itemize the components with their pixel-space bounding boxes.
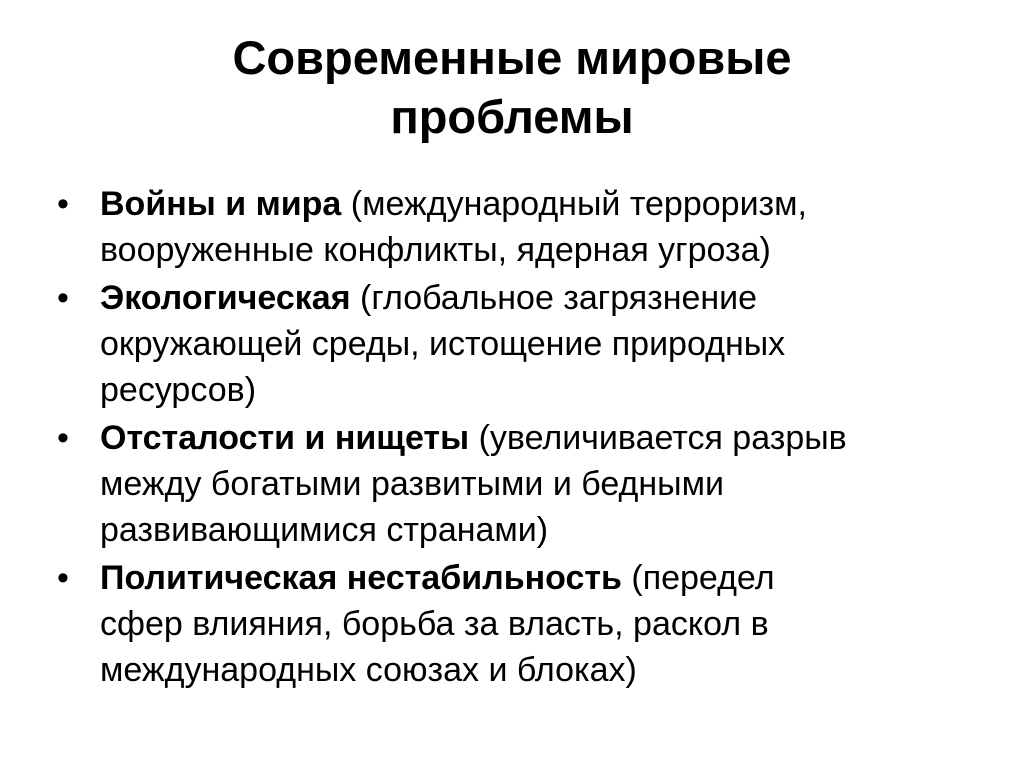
list-item-line-1 — [100, 415, 1000, 461]
list-item-political-instability — [50, 555, 1000, 693]
list-item-heading: Экологическая — [100, 279, 351, 317]
slide-title-line-2: проблемы — [390, 90, 634, 143]
list-item-line-3: развивающимися странами) — [100, 511, 549, 549]
list-item-war-and-peace — [50, 181, 1000, 273]
list-item-heading: Войны и мира — [100, 185, 342, 223]
list-item-line-1 — [100, 181, 1000, 227]
list-item-line-1 — [100, 275, 1000, 321]
list-item-text: (передел — [621, 559, 775, 597]
list-item-line-1 — [100, 555, 1000, 601]
list-item-ecology — [50, 275, 1000, 413]
list-item-line-3: международных союзах и блоках) — [100, 651, 637, 689]
list-item-line-2: вооруженные конфликты, ядерная угроза) — [100, 231, 771, 269]
slide-title-line-1: Современные мировые — [232, 31, 792, 84]
bullet-icon: • — [57, 419, 69, 457]
list-item-text: (международный терроризм, — [341, 185, 807, 223]
problem-list — [50, 181, 1000, 693]
list-item-line-2: окружающей среды, истощение природных — [100, 325, 786, 363]
list-item-text: (увеличивается разрыв — [469, 419, 847, 457]
list-item-text: (глобальное загрязнение — [350, 279, 758, 317]
list-item-heading: Политическая нестабильность — [100, 559, 622, 597]
list-item-poverty — [50, 415, 1000, 553]
list-item-heading: Отсталости и нищеты — [100, 419, 470, 457]
bullet-icon: • — [57, 279, 69, 317]
list-item-line-3: ресурсов) — [100, 371, 257, 409]
list-item-line-2: сфер влияния, борьба за власть, раскол в — [100, 605, 769, 643]
list-item-line-2: между богатыми развитыми и бедными — [100, 465, 724, 503]
bullet-icon: • — [57, 185, 69, 223]
slide-title — [0, 28, 1024, 146]
bullet-icon: • — [57, 559, 69, 597]
